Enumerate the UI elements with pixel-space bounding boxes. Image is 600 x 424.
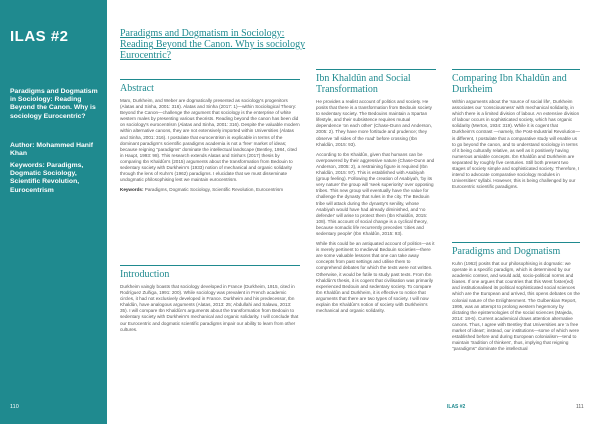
introduction-heading: Introduction bbox=[120, 265, 300, 280]
abstract-text: Marx, Durkheim, and Weber are dogmatically presented as sociology's progenitors (Alatas and Sinha, 2001: 316). Alatas and Sinha (2017: 1)—within Sociological Theory: Beyond the Canon—challenge the argument that sociology is the enterprise of white western males by presenting various theorists. Reading beyond the canon has been did on sociology's eurocentrism (Alatas and Sinha, 2001: 316). Despite the valuable modern within alternative canons, they are not extensively imported within Universities (Alatas and Sinha, 2001: 316). I postulate that eurocentrism is explicable in terms of the dominant paradigm's scientific paradigms academia is not a 'free' market of ideas; because reigning "paradigms" dominate the intellectual landscape (Bentley, 1984, cited in Haupt, 1993: 98). This research extends Alatas and Sinha's (2017) thesis by comparing Ibn Khaldûn's (2015) arguments about the transformation from Bedouin to sedentary society with Durkheim's (1933) notion of mechanical and organic solidarity through the lens of Kuhn's (1962) paradigms. I elucidate that we must disseminate undogmatic philosophising lest we maintain eurocentrism. bbox=[120, 98, 300, 183]
sidebar bbox=[0, 0, 107, 424]
ibn-khaldun-paragraph-1: He provides a realist account of politics and society. He posits that there is a transformation from Bedouin society to sedentary society. The Bedouins maintain a Spartan lifestyle, and their subsistence requires mutual dependence 'on each other' (Chase-Dunn and Anderson, 2005: 2). They have more fortitude and prudence; they observe 'all sides of the road' before crossing (Ibn Khaldûn, 2015: 93). bbox=[316, 99, 432, 147]
issue-badge: ILAS #2 bbox=[10, 28, 69, 45]
abstract-heading: Abstract bbox=[120, 83, 154, 94]
ibn-khaldun-paragraph-3: While this could be an antiquated account of politics—as it is merely pertinent to medieval Bedouin societies—there are some valuable lessons that one can take away concepts from past settings and utilise them to comprehend debates for which the texts were not written. Otherwise, it would be futile to study past texts. From Ibn Khaldûn's thesis, it is cogent that civilisation was primarily experienced Bedouin and sedentary society. To compare Ibn Khaldûn and Durkheim, it is effective to notice that arguments that there are two types of society. I will now explain Ibn Khaldûn's notion of society with Durkheim's mechanical and organic solidarity. bbox=[316, 241, 435, 314]
abstract-section bbox=[120, 79, 300, 250]
abstract-keywords bbox=[120, 187, 300, 193]
introduction-section bbox=[120, 265, 300, 337]
article-title[interactable]: Paradigms and Dogmatism in Sociology: Reading Beyond the Canon. Why is sociology Eurocentric? bbox=[120, 28, 306, 61]
column-ibn-khaldun bbox=[316, 69, 436, 318]
paradigms-section bbox=[452, 242, 580, 356]
left-page-number: 110 bbox=[10, 404, 19, 410]
right-page-number: 111 bbox=[576, 404, 584, 410]
sidebar-author: Author: Mohammed Hanif Khan bbox=[10, 142, 94, 158]
paradigms-heading: Paradigms and Dogmatism bbox=[452, 242, 580, 257]
ibn-khaldun-paragraph-2: According to Ibn Khaldûn, given that humans can be overpowered by their aggressive nature (Chase-Dunn and Anderson, 2005: 2), a restraining figure is required (Ibn Khaldûn, 2015: 97). This is established with Asabiyah (group feeling). Following the creation of Asabiyah, 'by its very nature' the group will 'seek superiority' over opposing tribes. This new group will eventually have the value for challenge the dynasty that rules in the city. The Bedouin tribe will attack during the dynasty's senility, whose Asabiyah would have had already diminished, and 'no defender' will arise to protect them (Ibn Khaldûn, 2015: 108). This account of social change is a cyclical theory, because nomadic life recurrently precedes 'cities and sedentary people' (Ibn Khaldûn, 2015: 93). bbox=[316, 151, 435, 236]
column-comparing bbox=[452, 69, 580, 194]
sidebar-article-title: Paradigms and Dogmatism in Sociology: Reading Beyond the Canon. Why is sociology Eurocentric? bbox=[10, 88, 98, 120]
ibn-khaldun-heading: Ibn Khaldûn and Social Transformation bbox=[316, 69, 436, 95]
comparing-heading: Comparing Ibn Khaldûn and Durkheim bbox=[452, 69, 580, 95]
sidebar-keywords: Keywords: Paradigms, Dogmatic Sociology, Scientific Revolution, Eurocentrism bbox=[10, 162, 84, 194]
comparing-paragraph-1: Within arguments about the 'source of social life', Durkheim associates our 'consciousness' with mechanical solidarity, in which there is a limited division of labour. An extensive division of labour occurs in sophisticated society, which has organic solidarity (Merton, 1934: 319). While it is cogent that Durkheim's contrast —namely, the Post-Industrial Revolution—is different, I postulate that a comparative study will enable us to go beyond the canon, and to understand sociology in terms of it being culturally relative, as well as it positively having numerous amiable concepts. Ibn Khaldûn and Durkheim are separated by roughly five centuries. Still both present two stages of society simple and sophisticated society. Therefore, I intend to advocate comparative sociology modules in Universities' syllabi. However, this is being challenged by our Eurocentric scientific paradigms. bbox=[452, 99, 580, 190]
introduction-text: Durkheim vaingly boasts that sociology developed in France (Durkheim, 1915, cited in Rodríguez Zuñiga, 1991: 200). While sociology was prevalent in French academic circles, it had not exclusively developed in France. Durkheim and his predecessor, Ibn Khaldûn, have analogous arguments (Alatas, 2013: 25; Abdullahi and Salawu, 2013: 35). I will compare Ibn Khaldûn's arguments about the transformation from Bedouin to sedentary society with Durkheim's mechanical and organic solidarity. I will conclude that our Eurocentric and dogmatic scientific paradigms impair our ability to learn from other cultures. bbox=[120, 284, 299, 332]
keywords-label: Keywords: bbox=[120, 187, 144, 193]
keywords-value: Paradigms, Dogmatic Sociology, Scientific Revolution, Eurocentrism bbox=[144, 187, 284, 193]
paradigms-paragraph-1: Kuhn (1962) posits that our philosophising is dogmatic: we operate in a specific paradigm, which is determined by our academic context, and would add, socio-political norms and biases. If one argues that countries that this West foster(ed) and institutionalised its political sophisticated social sciences which are the European and arrived, this opens debates on the colonial nature of the Enlightenment. The Gulbenkian Report, 1995, was an attempt to prolong western hegemony by dictating the epistemologies of the social sciences (Majeda, 2014: 18-6). Current academical draws attention alternative canons. Thus, I agree with Bentley that Universities are 'a free market of ideas'; instead, our institutions—some of which were established before and during European colonialism—tend to maintain 'tradition of thinkers', thus, implying that reigning "paradigms" dominate the intellectual bbox=[452, 261, 580, 352]
footer-journal-label: ILAS #2 bbox=[447, 404, 466, 410]
